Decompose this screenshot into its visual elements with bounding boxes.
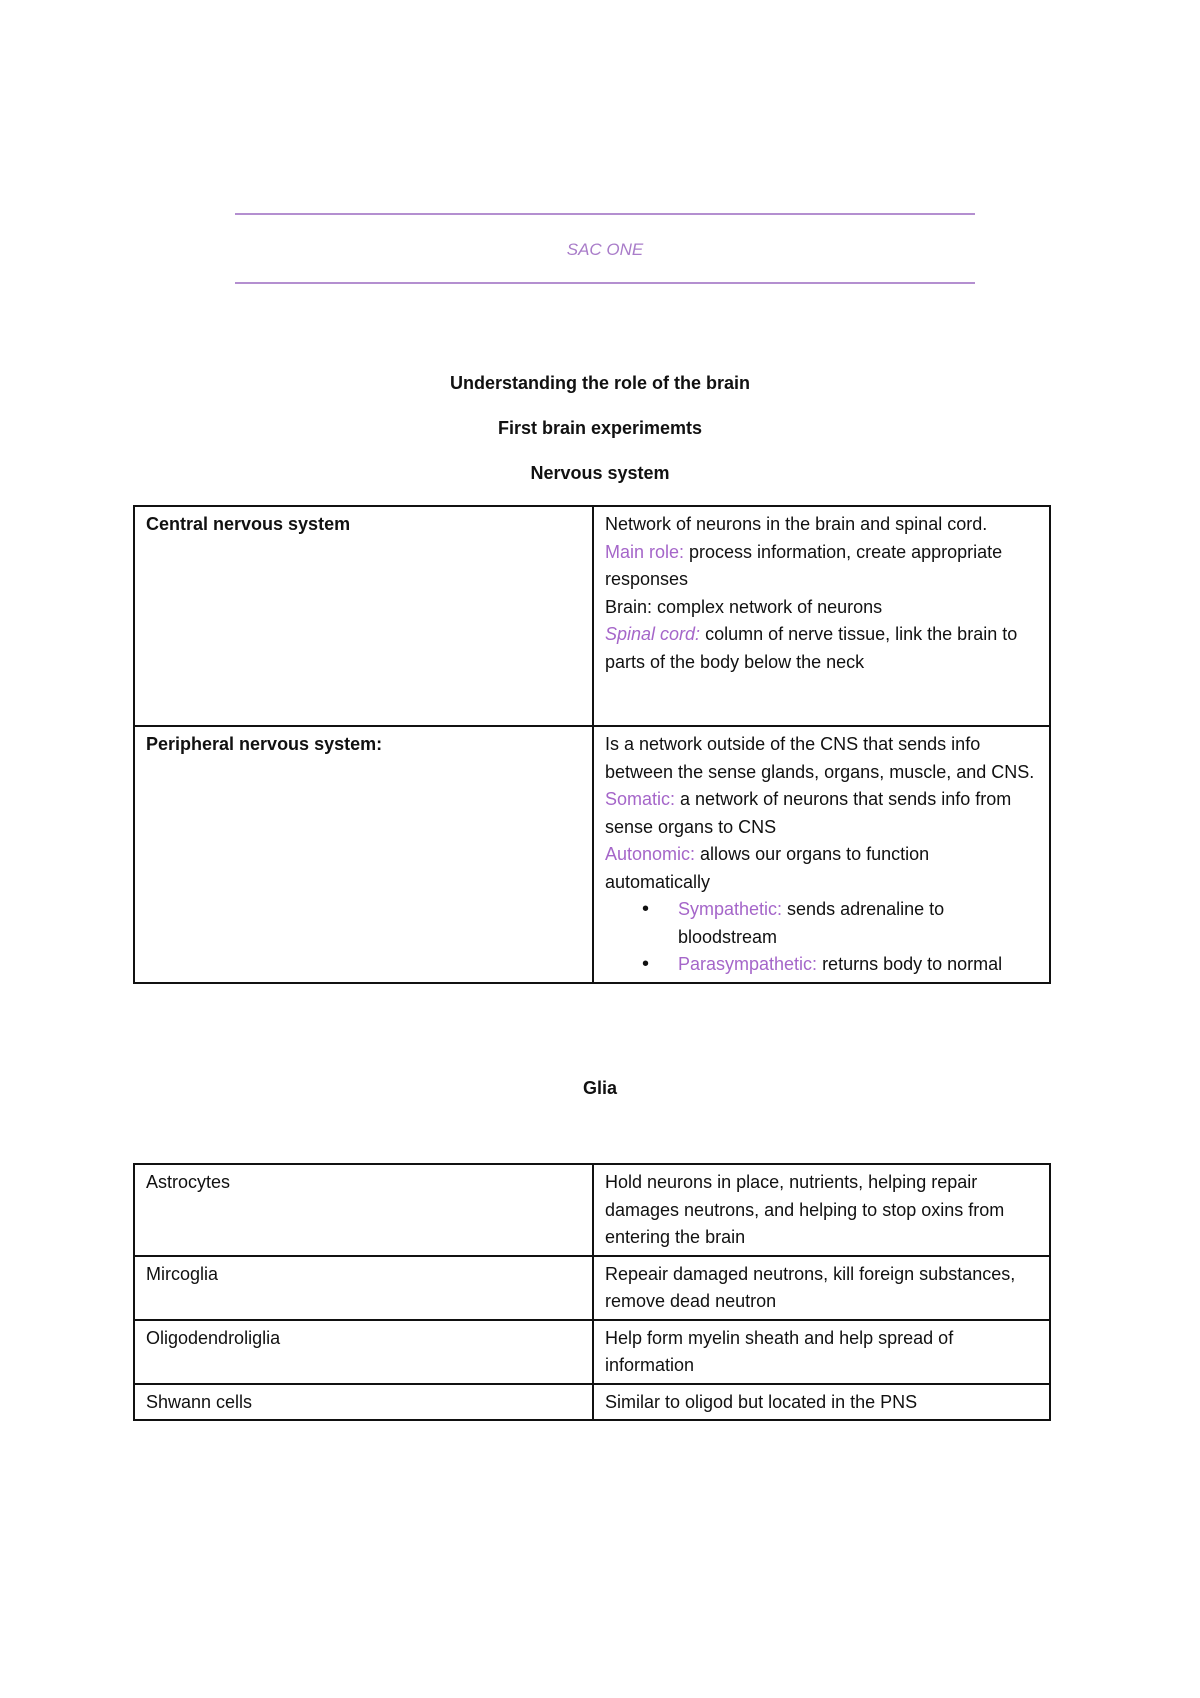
sympathetic-term: Sympathetic: <box>678 899 783 919</box>
heading-first-experiments: First brain experimemts <box>497 418 703 438</box>
glia-desc: Hold neurons in place, nutrients, helping repair damages neutrons, and helping to stop oxins from entering the brain <box>593 1164 1050 1256</box>
pns-desc: Is a network outside of the CNS that sends info between the sense glands, organs, muscle, and CNS. <box>605 734 1035 782</box>
cns-brain: Brain: complex network of neurons <box>605 596 883 617</box>
pns-somatic <box>605 786 1039 841</box>
table-row <box>134 726 1050 983</box>
parasympathetic-text: returns body to normal <box>817 954 1003 974</box>
parasympathetic-term: Parasympathetic: <box>678 954 818 974</box>
header-title: SAC ONE <box>566 240 644 259</box>
autonomic-text: allows our organs to function automatically <box>605 844 930 892</box>
cns-description-cell <box>593 506 1050 726</box>
pns-autonomic <box>605 841 1039 896</box>
autonomic-term: Autonomic: <box>605 844 696 864</box>
main-role-term: Main role: <box>605 541 685 562</box>
glia-name: Shwann cells <box>134 1384 593 1421</box>
autonomic-subtypes-list <box>605 896 1039 979</box>
heading-nervous-system: Nervous system <box>530 463 670 483</box>
cns-label: Central nervous system <box>134 506 593 726</box>
list-item <box>678 951 1039 979</box>
glia-desc: Help form myelin sheath and help spread of information <box>593 1320 1050 1384</box>
list-item <box>678 896 1039 951</box>
nervous-system-table <box>133 505 1051 984</box>
somatic-text: a network of neurons that sends info from sense organs to CNS <box>605 789 1012 837</box>
sympathetic-text: sends adrenaline to bloodstream <box>678 899 945 947</box>
glia-desc: Similar to oligod but located in the PNS <box>593 1384 1050 1421</box>
glia-name: Astrocytes <box>134 1164 593 1256</box>
cns-main-role <box>605 539 1039 594</box>
table-row <box>134 506 1050 726</box>
table-row <box>134 1256 1050 1320</box>
table-row <box>134 1164 1050 1256</box>
heading-understanding: Understanding the role of the brain <box>449 373 750 393</box>
somatic-term: Somatic: <box>605 789 676 809</box>
glia-table <box>133 1163 1051 1421</box>
header-top-rule <box>235 213 975 215</box>
pns-label: Peripheral nervous system: <box>134 726 593 983</box>
table-row <box>134 1384 1050 1421</box>
cns-desc: Network of neurons in the brain and spinal cord. <box>605 514 988 534</box>
table-row <box>134 1320 1050 1384</box>
glia-name: Mircoglia <box>134 1256 593 1320</box>
glia-desc: Repeair damaged neutrons, kill foreign substances, remove dead neutron <box>593 1256 1050 1320</box>
main-role-text: process information, create appropriate responses <box>605 541 1003 589</box>
spinal-text: column of nerve tissue, link the brain to parts of the body below the neck <box>605 624 1018 672</box>
pns-description-cell <box>593 726 1050 983</box>
glia-name: Oligodendroliglia <box>134 1320 593 1384</box>
heading-glia: Glia <box>582 1078 617 1098</box>
spinal-term: Spinal cord: <box>605 624 701 644</box>
header-bottom-rule <box>235 282 975 284</box>
cns-spinal <box>605 621 1039 676</box>
